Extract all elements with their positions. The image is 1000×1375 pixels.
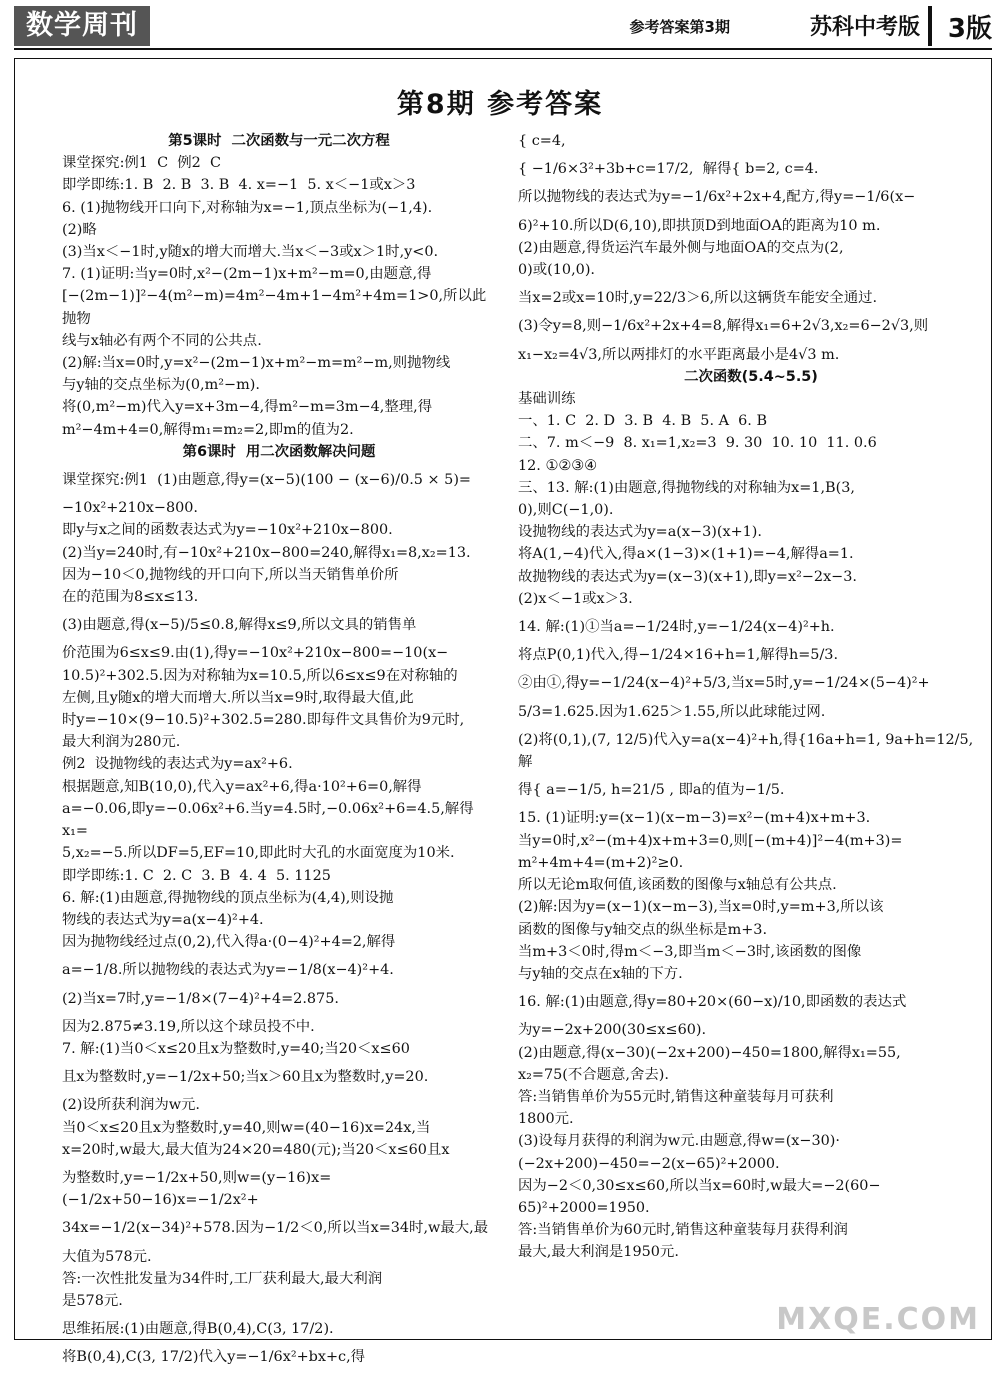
answer-line: 14. 解:(1)①当a=−1/24时,y=−1/24(x−4)²+h. — [518, 619, 835, 636]
answer-line: 6)²+10.所以D(6,10),即拱顶D到地面OA的距离为10 m. — [518, 217, 881, 234]
answer-line: 当x=2或x=10时,y=22/3＞6,所以这辆货车能安全通过. — [518, 290, 878, 307]
answer-line: x=20时,w最大,最大值为24×20=480(元);当20＜x≤60且x — [62, 1141, 450, 1158]
answer-line: 答:一次性批发量为34件时,工厂获利最大,最大利润 — [62, 1270, 383, 1287]
answer-line: 思维拓展:(1)由题意,得B(0,4),C(3, 17/2). — [62, 1321, 334, 1338]
answer-line: 时y=−10×(9−10.5)²+302.5=280.即每件文具售价为9元时, — [62, 712, 465, 729]
answer-line: 物线的表达式为y=a(x−4)²+4. — [62, 911, 264, 928]
answer-line: a=−0.06,即y=−0.06x²+6.当y=4.5时,−0.06x²+6=4.5,解得x₁= — [62, 800, 474, 840]
answer-line: 将点P(0,1)代入,得−1/24×16+h=1,解得h=5/3. — [518, 647, 839, 664]
section-heading: 二次函数(5.4~5.5) — [684, 368, 818, 385]
answer-line: 左侧,且y随x的增大而增大.所以当x=9时,取得最大值,此 — [62, 689, 414, 706]
answer-line: 为y=−2x+200(30≤x≤60). — [518, 1022, 707, 1039]
page-title: 第8期 参考答案 — [396, 89, 604, 120]
answer-line: 答:当销售单价为60元时,销售这种童装每月获得利润 — [518, 1222, 848, 1239]
answer-line: (3)令y=8,则−1/6x²+2x+4=8,解得x₁=6+2√3,x₂=6−2√3,则 — [518, 318, 929, 335]
answer-line: 将A(1,−4)代入,得a×(1−3)×(1+1)=−4,解得a=1. — [518, 546, 854, 563]
answer-line: 10.5)²+302.5.因为对称轴为x=10.5,所以6≤x≤9在对称轴的 — [62, 667, 458, 684]
answer-line: a=−1/8.所以抛物线的表达式为y=−1/8(x−4)²+4. — [62, 962, 394, 979]
answer-line: (2)x＜−1或x＞3. — [518, 590, 633, 607]
answer-line: 将B(0,4),C(3, 17/2)代入y=−1/6x²+bx+c,得 — [62, 1349, 366, 1366]
answer-line: 6. (1)抛物线开口向下,对称轴为x=−1,顶点坐标为(−1,4). — [62, 199, 433, 216]
answer-line: 且x为整数时,y=−1/2x+50;当x＞60且x为整数时,y=20. — [62, 1069, 429, 1086]
answer-line: 设抛物线的表达式为y=a(x−3)(x+1). — [518, 524, 762, 541]
answer-line: 5/3=1.625.因为1.625＞1.55,所以此球能过网. — [518, 703, 826, 720]
watermark: MXQE.COM — [776, 1302, 980, 1337]
answer-line: 6. 解:(1)由题意,得抛物线的顶点坐标为(4,4),则设抛 — [62, 889, 394, 906]
answer-line: 所以抛物线的表达式为y=−1/6x²+2x+4,配方,得y=−1/6(x− — [518, 189, 916, 206]
answer-line: 因为抛物线经过点(0,2),代入得a·(0−4)²+4=2,解得 — [62, 934, 396, 951]
header-divider — [928, 6, 932, 46]
answer-line: (2)解:当x=0时,y=x²−(2m−1)x+m²−m=m²−m,则抛物线 — [62, 355, 451, 372]
answer-line: 答:当销售单价为55元时,销售这种童装每月可获利 — [518, 1088, 834, 1105]
answer-line: { −1/6×3²+3b+c=17/2, 解得{ b=2, c=4. — [518, 161, 819, 178]
answer-line: 是578元. — [62, 1292, 123, 1309]
answer-line: 最大利润为280元. — [62, 734, 181, 751]
answer-line: (2)略 — [62, 221, 97, 238]
answer-line: 当m+3＜0时,得m＜−3,即当m＜−3时,该函数的图像 — [518, 943, 862, 960]
section-heading: 第5课时 二次函数与一元二次方程 — [168, 133, 390, 149]
answer-line: 34x=−1/2(x−34)²+578.因为−1/2＜0,所以当x=34时,w最大,最 — [62, 1220, 489, 1237]
answer-line: 基础训练 — [518, 391, 576, 408]
edition-label: 苏科中考版 — [809, 15, 920, 40]
masthead — [14, 4, 992, 50]
answer-line: 16. 解:(1)由题意,得y=80+20×(60−x)/10,即函数的表达式 — [518, 994, 907, 1011]
issue-info: 参考答案第3期 — [629, 18, 730, 36]
answer-line: −10x²+210x−800. — [62, 500, 198, 517]
answer-line: 课堂探究:例1 C 例2 C — [62, 155, 221, 172]
answer-line: 15. (1)证明:y=(x−1)(x−m−3)=x²−(m+4)x+m+3. — [518, 810, 871, 827]
answer-line: 7. 解:(1)当0＜x≤20且x为整数时,y=40;当20＜x≤60 — [62, 1040, 410, 1057]
answer-line: [−(2m−1)]²−4(m²−m)=4m²−4m+1−4m²+4m=1>0,所以此抛物 — [62, 288, 487, 327]
answer-line: 5,x₂=−5.所以DF=5,EF=10,即此时大孔的水面宽度为10米. — [62, 845, 455, 862]
answer-line: 7. (1)证明:当y=0时,x²−(2m−1)x+m²−m=0,由题意,得 — [62, 266, 432, 283]
answer-line: 因为2.875≠3.19,所以这个球员投不中. — [62, 1018, 315, 1035]
answer-line: (2)当y=240时,有−10x²+210x−800=240,解得x₁=8,x₂=13. — [62, 544, 471, 561]
page-number: 3版 — [947, 14, 992, 44]
answer-line: 最大,最大利润是1950元. — [518, 1244, 679, 1261]
brand-logo: 数学周刊 — [14, 6, 150, 46]
right-column — [518, 130, 984, 1264]
answer-line: 即y与x之间的函数表达式为y=−10x²+210x−800. — [62, 522, 393, 539]
answer-line: 与y轴的交点坐标为(0,m²−m). — [62, 377, 260, 394]
answer-line: 价范围为6≤x≤9.由(1),得y=−10x²+210x−800=−10(x− — [62, 645, 449, 662]
answer-line: (2)将(0,1),(7, 12/5)代入y=a(x−4)²+h,得{16a+h=1, 9a+h=12/5,解 — [518, 731, 974, 771]
answer-line: 大值为578元. — [62, 1248, 152, 1265]
answer-line: (2)解:因为y=(x−1)(x−m−3),当x=0时,y=m+3,所以该 — [518, 899, 884, 916]
answer-line: 因为−10＜0,抛物线的开口向下,所以当天销售单价所 — [62, 566, 399, 583]
answer-line: 因为−2＜0,30≤x≤60,所以当x=60时,w最大=−2(60− — [518, 1177, 881, 1194]
answer-line: 例2 设抛物线的表达式为y=ax²+6. — [62, 756, 293, 773]
answer-line: 即学即练:1. C 2. C 3. B 4. 4 5. 1125 — [62, 867, 331, 884]
section-heading: 第6课时 用二次函数解决问题 — [182, 443, 376, 460]
answer-line: (2)设所获利润为w元. — [62, 1097, 201, 1114]
answer-line: 线与x轴必有两个不同的公共点. — [62, 332, 262, 349]
answer-line: 12. ①②③④ — [518, 457, 598, 474]
answer-line: 课堂探究:例1 (1)由题意,得y=(x−5)(100 − (x−6)/0.5 × 5)= — [62, 472, 471, 489]
answer-line: 将(0,m²−m)代入y=x+3m−4,得m²−m=3m−4,整理,得 — [62, 399, 433, 416]
answer-line: 65)²+2000=1950. — [518, 1199, 650, 1216]
answer-line: (2)由题意,得货运汽车最外侧与地面OA的交点为(2, — [518, 239, 844, 256]
answer-line: 当0＜x≤20且x为整数时,y=40,则w=(40−16)x=24x,当 — [62, 1119, 431, 1136]
answer-line: (3)当x＜−1时,y随x的增大而增大.当x＜−3或x＞1时,y<0. — [62, 244, 439, 261]
answer-line: 得{ a=−1/5, h=21/5 , 即a的值为−1/5. — [518, 782, 785, 799]
answer-line: (2)当x=7时,y=−1/8×(7−4)²+4=2.875. — [62, 990, 339, 1007]
answer-line: (3)设每月获得的利润为w元.由题意,得w=(x−30)· — [518, 1133, 840, 1150]
answer-line: 0)或(10,0). — [518, 262, 596, 279]
answer-line: 三、13. 解:(1)由题意,得抛物线的对称轴为x=1,B(3, — [518, 479, 855, 496]
answer-line: x₂=75(不合题意,舍去). — [518, 1066, 669, 1083]
answer-line: 当y=0时,x²−(m+4)x+m+3=0,则[−(m+4)]²−4(m+3)= — [518, 832, 903, 849]
answer-line: (−2x+200)−450=−2(x−65)²+2000. — [518, 1155, 780, 1172]
answer-line: { c=4, — [518, 133, 566, 149]
answer-line: 在的范围为8≤x≤13. — [62, 589, 199, 606]
answer-line: 一、1. C 2. D 3. B 4. B 5. A 6. B — [518, 413, 768, 430]
answer-line: 1800元. — [518, 1111, 574, 1128]
answer-line: 二、7. m＜−9 8. x₁=1,x₂=3 9. 30 10. 10 11. 0.6 — [518, 435, 877, 452]
answer-line: 即学即练:1. B 2. B 3. B 4. x=−1 5. x＜−1或x＞3 — [62, 177, 416, 194]
answer-line: 所以无论m取何值,该函数的图像与x轴总有公共点. — [518, 877, 837, 894]
answer-line: x₁−x₂=4√3,所以两排灯的水平距离最小是4√3 m. — [518, 346, 840, 363]
answer-line: m²−4m+4=0,解得m₁=m₂=2,即m的值为2. — [62, 421, 354, 438]
answer-line: 0),则C(−1,0). — [518, 502, 614, 519]
answer-line: m²+4m+4=(m+2)²≥0. — [518, 854, 684, 871]
answer-line: (3)由题意,得(x−5)/5≤0.8,解得x≤9,所以文具的销售单 — [62, 617, 417, 634]
left-column — [62, 130, 496, 1375]
answer-line: 与y轴的交点在x轴的下方. — [518, 965, 683, 982]
answer-line: (2)由题意,得(x−30)(−2x+200)−450=1800,解得x₁=55, — [518, 1044, 901, 1061]
answer-line: 为整数时,y=−1/2x+50,则w=(y−16)x=(−1/2x+50−16)x=−1/2x²+ — [62, 1169, 332, 1209]
answer-line: 故抛物线的表达式为y=(x−3)(x+1),即y=x²−2x−3. — [518, 568, 857, 585]
answer-line: ②由①,得y=−1/24(x−4)²+5/3,当x=5时,y=−1/24×(5−4)²+ — [518, 675, 930, 692]
answer-line: 函数的图像与y轴交点的纵坐标是m+3. — [518, 921, 768, 938]
answer-line: 根据题意,知B(10,0),代入y=ax²+6,得a·10²+6=0,解得 — [62, 778, 422, 795]
